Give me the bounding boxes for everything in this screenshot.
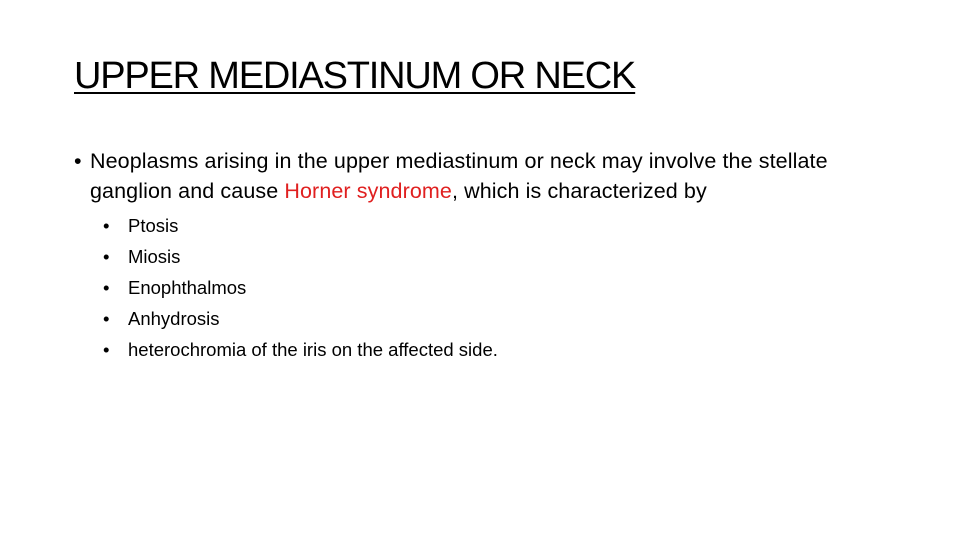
main-bullet-point bbox=[74, 146, 894, 206]
highlight-horner-syndrome: Horner syndrome bbox=[284, 179, 452, 203]
symptom-text: Anhydrosis bbox=[128, 308, 220, 329]
symptom-item bbox=[74, 334, 894, 365]
symptom-item bbox=[74, 241, 894, 272]
symptom-text: Miosis bbox=[128, 246, 181, 267]
bullet-marker: • bbox=[103, 339, 110, 360]
bullet-marker: • bbox=[103, 308, 110, 329]
slide-body bbox=[74, 146, 894, 365]
symptom-text: heterochromia of the iris on the affected side. bbox=[128, 339, 498, 360]
slide-title: UPPER MEDIASTINUM OR NECK bbox=[74, 55, 636, 97]
main-bullet-text-before: Neoplasms arising in the upper mediastinum or neck may involve the stellate ganglion and cause bbox=[90, 149, 828, 203]
symptom-text: Ptosis bbox=[128, 215, 179, 236]
bullet-marker: • bbox=[103, 277, 110, 298]
symptom-item bbox=[74, 210, 894, 241]
bullet-marker: • bbox=[74, 149, 82, 173]
main-bullet-text-after: , which is characterized by bbox=[451, 179, 707, 203]
bullet-marker: • bbox=[103, 246, 110, 267]
symptom-item bbox=[74, 272, 894, 303]
symptom-item bbox=[74, 303, 894, 334]
symptom-list bbox=[74, 210, 894, 365]
bullet-marker: • bbox=[103, 215, 110, 236]
symptom-text: Enophthalmos bbox=[128, 277, 247, 298]
